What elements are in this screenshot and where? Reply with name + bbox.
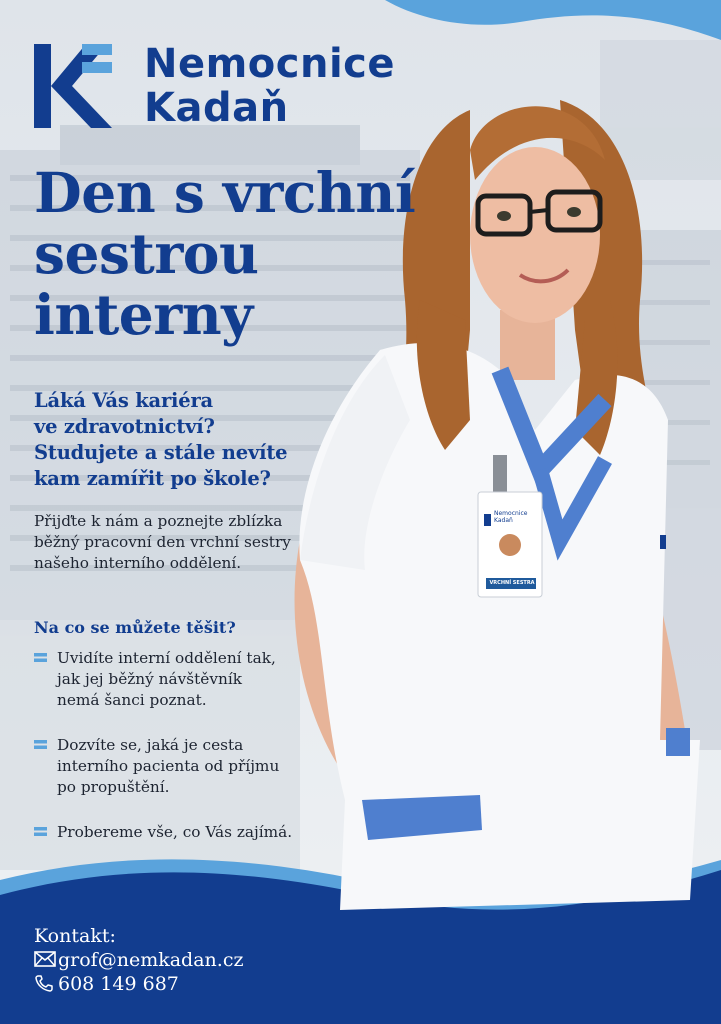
title-line: sestrou	[34, 221, 259, 286]
benefit-line: po propuštění.	[57, 778, 170, 796]
page-title	[34, 162, 415, 345]
id-badge-role: VRCHNÍ SESTRA	[489, 580, 535, 586]
question-line: Studujete a stále nevíte	[34, 441, 288, 464]
id-badge-brand: Nemocnice Kadaň	[494, 510, 528, 524]
benefit-item	[34, 735, 334, 801]
question-line: Láká Vás kariéra	[34, 389, 213, 412]
question-line: ve zdravotnictví?	[34, 415, 215, 438]
benefit-line: Probereme vše, co Vás zajímá.	[57, 823, 293, 841]
title-line: Den s vrchní	[34, 160, 416, 225]
bullet-icon	[34, 653, 47, 662]
question-line: kam zamířit po škole?	[34, 467, 271, 490]
envelope-icon	[34, 951, 56, 967]
hospital-name	[144, 42, 395, 130]
benefit-line: Dozvíte se, jaká je cesta	[57, 736, 244, 754]
contact-phone[interactable]: 608 149 687	[58, 973, 179, 995]
phone-icon	[34, 974, 56, 992]
bullet-icon	[34, 827, 47, 836]
contact-block	[34, 924, 243, 996]
intro-line: našeho interního oddělení.	[34, 554, 242, 572]
benefit-line: interního pacienta od příjmu	[57, 757, 280, 775]
benefit-item	[34, 822, 334, 846]
career-question	[34, 388, 287, 492]
hospital-logo-icon	[34, 44, 116, 130]
contact-email[interactable]: grof@nemkadan.cz	[58, 949, 244, 971]
benefit-line: Uvidíte interní oddělení tak,	[57, 649, 276, 667]
contact-phone-row[interactable]	[34, 972, 243, 996]
bullet-icon	[34, 740, 47, 749]
intro-paragraph	[34, 511, 291, 574]
intro-line: Přijďte k nám a poznejte zblízka	[34, 512, 283, 530]
benefits-title: Na co se můžete těšit?	[34, 618, 236, 637]
intro-line: běžný pracovní den vrchní sestry	[34, 533, 291, 551]
benefit-item	[34, 648, 334, 714]
contact-email-row[interactable]	[34, 948, 243, 972]
title-line: interny	[34, 282, 253, 347]
hospital-name-line2: Kadaň	[144, 85, 289, 131]
benefit-line: jak jej běžný návštěvník	[57, 670, 242, 688]
contact-label: Kontakt:	[34, 925, 116, 947]
benefit-line: nemá šanci poznat.	[57, 691, 207, 709]
hospital-name-line1: Nemocnice	[144, 41, 396, 87]
